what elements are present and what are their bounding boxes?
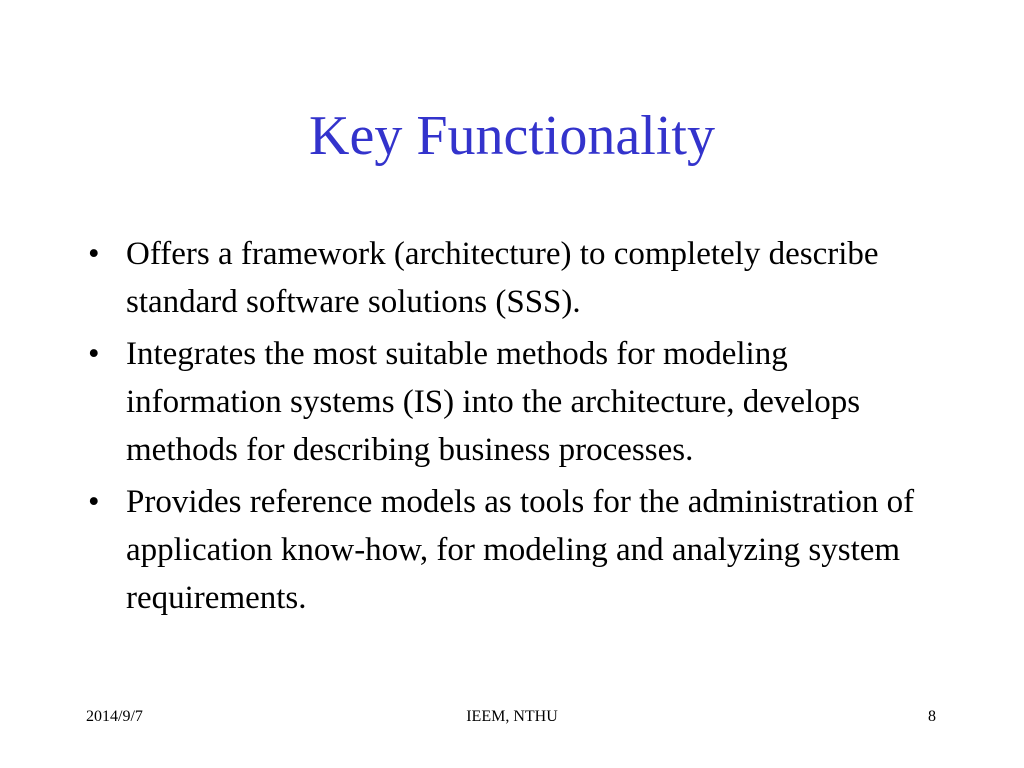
bullet-marker: • bbox=[88, 236, 100, 272]
bullet-list bbox=[88, 230, 948, 626]
footer-date: 2014/9/7 bbox=[86, 708, 143, 725]
slide-title: Key Functionality bbox=[309, 105, 715, 167]
footer-organization: IEEM, NTHU bbox=[466, 708, 558, 725]
bullet-item bbox=[88, 478, 948, 622]
bullet-text: Offers a framework (architecture) to completely describe standard software solutions (SSS). bbox=[126, 236, 879, 320]
footer-page-number: 8 bbox=[928, 708, 936, 725]
bullet-item bbox=[88, 330, 948, 474]
bullet-item bbox=[88, 230, 948, 326]
bullet-text: Provides reference models as tools for the administration of application know-how, for modeling and analyzing system requirements. bbox=[126, 484, 915, 616]
bullet-text: Integrates the most suitable methods for modeling information systems (IS) into the architecture, develops methods for describing business processes. bbox=[126, 336, 861, 468]
bullet-marker: • bbox=[88, 484, 100, 520]
bullet-marker: • bbox=[88, 336, 100, 372]
